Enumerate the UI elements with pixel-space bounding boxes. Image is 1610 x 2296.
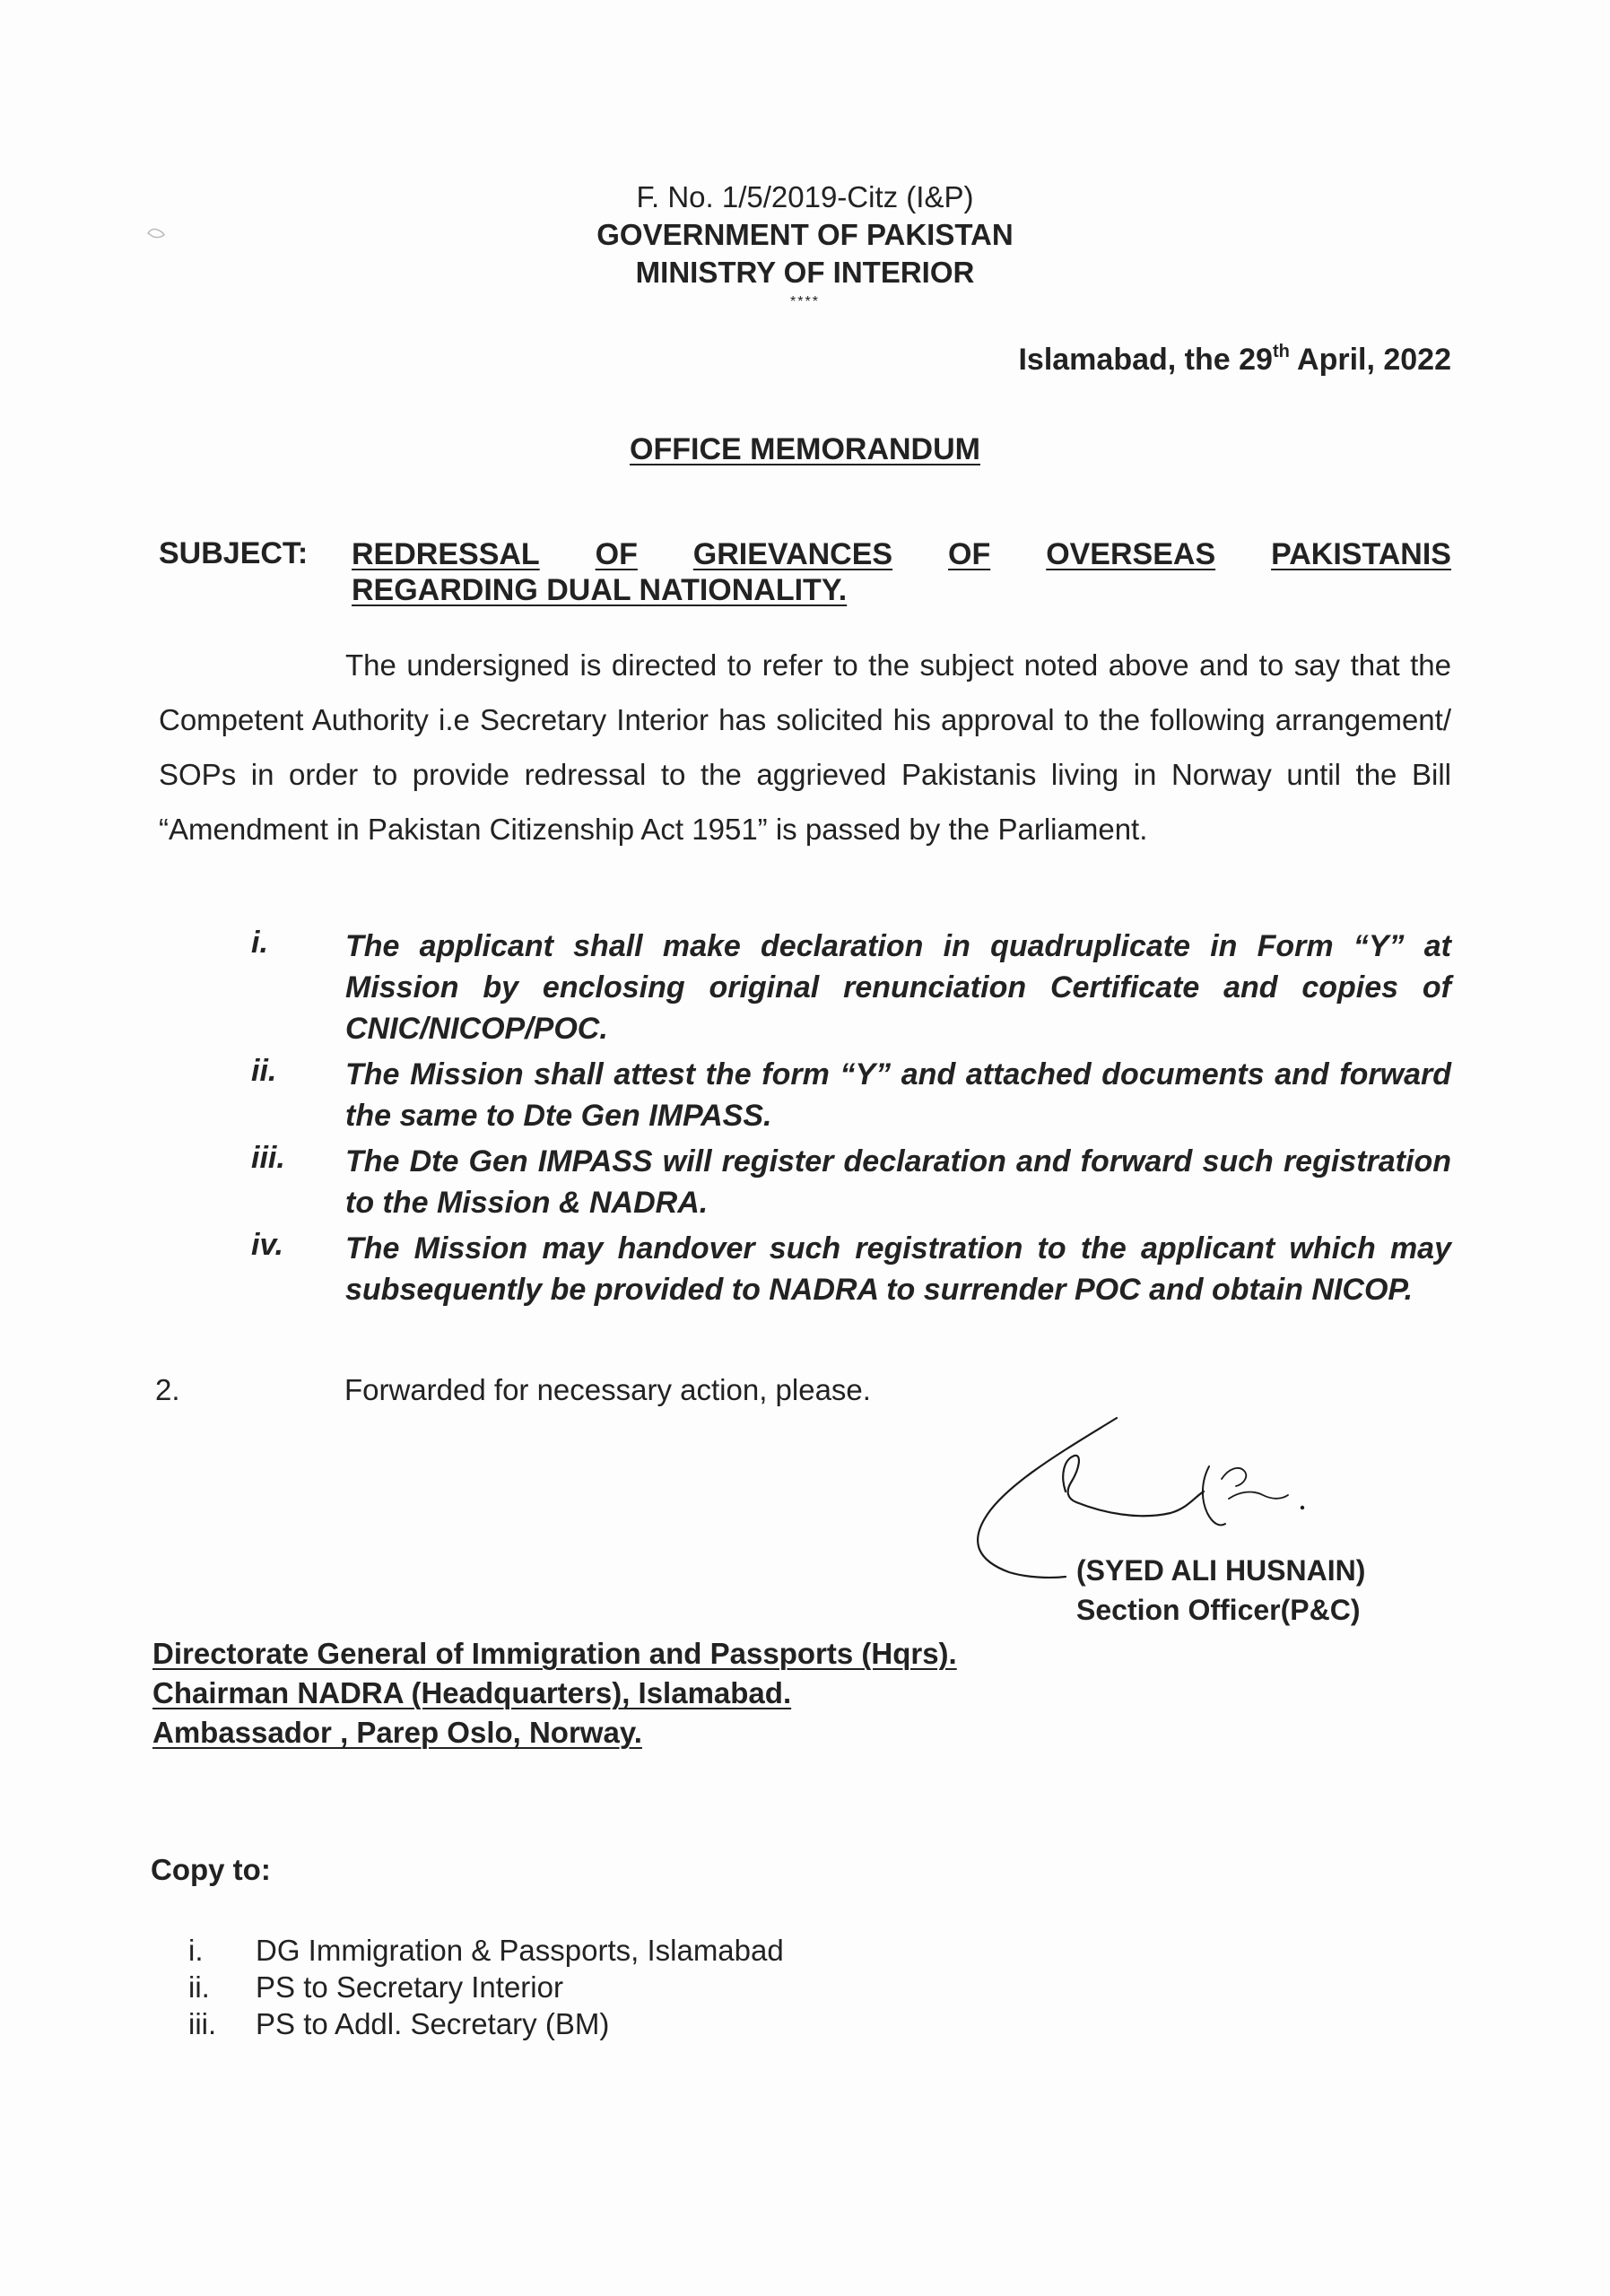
subject-word: OF [948, 537, 991, 571]
sop-item [251, 926, 1451, 1049]
subject-line-2 [352, 572, 1451, 608]
sop-item-number: iv. [251, 1228, 283, 1262]
sop-item [251, 1141, 1451, 1223]
addressee-list [152, 1634, 957, 1752]
header-stars: **** [790, 294, 820, 309]
copy-to-item-text: PS to Addl. Secretary (BM) [256, 2007, 610, 2040]
government-heading: GOVERNMENT OF PAKISTAN [596, 218, 1014, 251]
paragraph-2-text: Forwarded for necessary action, please. [344, 1373, 871, 1406]
copy-to-item [188, 1969, 784, 2005]
copy-to-item [188, 2005, 784, 2042]
subject-line-1 [352, 536, 1451, 572]
addressee-line: Ambassador , Parep Oslo, Norway. [152, 1716, 642, 1749]
copy-to-item [188, 1932, 784, 1969]
memo-title-text: OFFICE MEMORANDUM [630, 432, 980, 466]
sop-item [251, 1228, 1451, 1310]
sop-item [251, 1054, 1451, 1136]
sop-item-text: The Dte Gen IMPASS will register declaration and forward such registration to the Mission & NADRA. [345, 1144, 1451, 1220]
date-rest: April, 2022 [1289, 343, 1451, 377]
sop-item-number: ii. [251, 1054, 277, 1088]
copy-to-item-text: DG Immigration & Passports, Islamabad [256, 1934, 784, 1967]
subject-word: OF [595, 537, 638, 571]
subject-word: PAKISTANIS [1271, 537, 1451, 571]
subject-label: SUBJECT: [159, 536, 309, 570]
copy-to-list [188, 1932, 784, 2042]
copy-to-item-number: iii. [188, 2007, 217, 2040]
copy-to-title: Copy to: [151, 1853, 271, 1886]
subject-text [352, 536, 1451, 608]
copy-to-item-text: PS to Secretary Interior [256, 1970, 563, 2004]
signatory-name: (SYED ALI HUSNAIN) [1076, 1554, 1366, 1587]
body-paragraph: The undersigned is directed to refer to the subject noted above and to say that the Competent Authority i.e Secretary Interior has solicited his approval to the following arrangement/ SOPs in order to provide redressal to the aggrieved Pakistanis living in Norway until the Bill “Amendment in Pakistan Citizenship Act 1951” is passed by the Parliament. [159, 648, 1451, 846]
addressee-line: Chairman NADRA (Headquarters), Islamabad. [152, 1676, 792, 1709]
sop-item-number: iii. [251, 1141, 285, 1175]
memo-title [0, 432, 1610, 467]
sop-item-number: i. [251, 926, 268, 960]
subject-word: OVERSEAS [1046, 537, 1216, 571]
sop-item-text: The Mission may handover such registration to the applicant which may subsequently be provided to NADRA to surrender POC and obtain NICOP. [345, 1231, 1451, 1307]
file-number: F. No. 1/5/2019-Citz (I&P) [636, 180, 974, 213]
copy-to-item-number: i. [188, 1934, 204, 1967]
memo-date [1018, 343, 1451, 378]
date-ordinal: th [1272, 342, 1290, 361]
ministry-heading: MINISTRY OF INTERIOR [635, 256, 975, 289]
paragraph-2-number: 2. [155, 1373, 180, 1406]
sop-item-text: The Mission shall attest the form “Y” and attached documents and forward the same to Dte Gen IMPASS. [345, 1057, 1451, 1133]
subject-line-2-text: REGARDING DUAL NATIONALITY. [352, 573, 848, 607]
subject-word: REDRESSAL [352, 537, 540, 571]
signatory-block [1076, 1551, 1365, 1630]
signatory-title: Section Officer(P&C) [1076, 1594, 1361, 1626]
addressee-line: Directorate General of Immigration and Passports (Hqrs). [152, 1637, 957, 1670]
sop-list [251, 926, 1451, 1315]
sop-item-text: The applicant shall make declaration in quadruplicate in Form “Y” at Mission by enclosing original renunciation Certificate and copies of CNIC/NICOP/POC. [345, 929, 1451, 1046]
copy-to-item-number: ii. [188, 1970, 210, 2004]
date-prefix: Islamabad, the 29 [1018, 343, 1273, 377]
subject-word: GRIEVANCES [692, 537, 893, 571]
